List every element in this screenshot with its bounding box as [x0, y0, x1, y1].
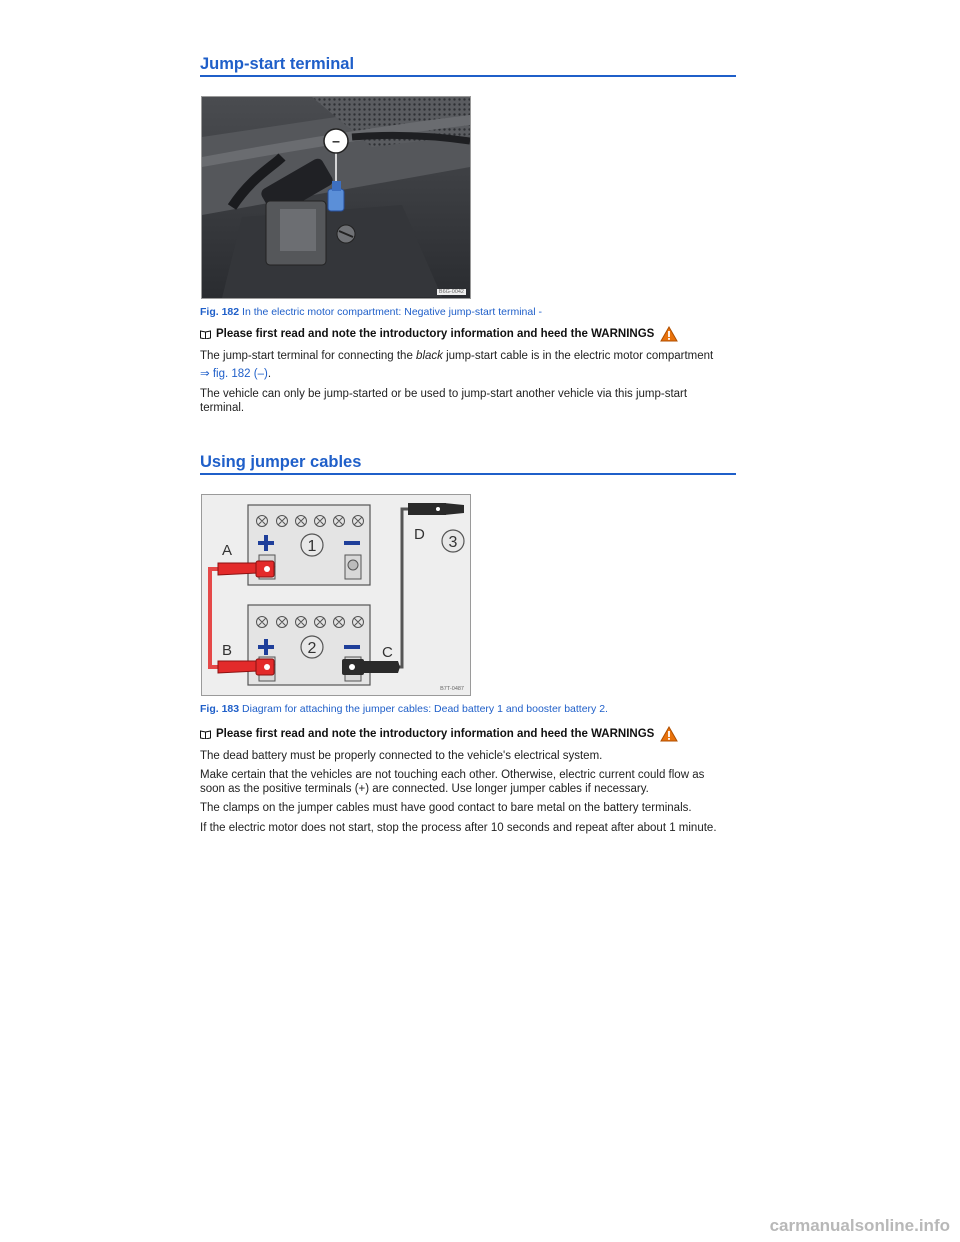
engine-compartment-photo: [202, 97, 470, 298]
caption-text: Diagram for attaching the jumper cables: Dead battery 1 and booster battery 2.: [239, 703, 608, 715]
figure-code: B7T-0487: [440, 686, 464, 692]
figure-label: Fig. 183: [200, 703, 240, 715]
figure-183-caption: [200, 703, 608, 715]
section-heading-jump-start-terminal: Jump-start terminal: [200, 54, 736, 77]
paragraph-jump-start-usage: The vehicle can only be jump-started or be used to jump-start another vehicle via this jump-start terminal.: [200, 388, 688, 414]
red-clamp-b: [218, 659, 274, 675]
note-text: Please first read and note the introductory information and heed the WARNINGS: [216, 728, 655, 740]
text: .: [267, 368, 272, 380]
warning-triangle-icon[interactable]: [660, 326, 678, 342]
figure-182-photo: [201, 96, 471, 299]
text-italic: black: [416, 350, 443, 362]
label-b: B: [222, 642, 233, 659]
figure-183-diagram: [201, 494, 471, 696]
jumper-cable-diagram: [202, 495, 470, 695]
note-text: Please first read and note the introductory information and heed the WARNINGS: [216, 328, 655, 340]
paragraph-jump-terminal-location: [200, 349, 740, 363]
book-icon: [200, 730, 211, 739]
figure-label: Fig. 182: [200, 306, 240, 318]
text: jump-start cable is in the electric motor compartment: [442, 350, 714, 362]
negative-terminal-marker: –: [332, 132, 340, 149]
arrow-icon: ⇒: [200, 368, 210, 380]
black-clamp-d: [408, 503, 464, 515]
black-clamp-c: [342, 659, 400, 675]
warning-triangle-icon[interactable]: [660, 726, 678, 742]
paragraph-clamp-contact: The clamps on the jumper cables must have good contact to bare metal on the battery terminals.: [200, 802, 692, 814]
warning-note: [200, 326, 678, 342]
figure-code: B6G-0042: [438, 289, 464, 295]
text: The jump-start terminal for connecting the: [200, 350, 417, 362]
section-heading-using-jumper-cables: Using jumper cables: [200, 452, 736, 475]
label-c: C: [382, 644, 393, 661]
figure-reference-link[interactable]: [200, 368, 268, 380]
battery-2-label: 2: [307, 640, 317, 657]
reference-text: fig. 182 (–): [212, 368, 268, 380]
red-clamp-a: [218, 561, 274, 577]
label-d: D: [414, 526, 425, 543]
paragraph-dead-battery: The dead battery must be properly connected to the vehicle's electrical system.: [200, 750, 603, 762]
figure-182-caption: [200, 306, 542, 318]
paragraph-retry-instructions: If the electric motor does not start, stop the process after 10 seconds and repeat after about 1 minute.: [200, 822, 717, 834]
caption-text: In the electric motor compartment: Negative jump-start terminal -: [239, 306, 542, 318]
black-cable: [398, 509, 412, 667]
battery-1-label: 1: [307, 538, 317, 555]
label-a: A: [222, 542, 233, 559]
book-icon: [200, 330, 211, 339]
watermark: carmanualsonline.info: [769, 1216, 950, 1235]
paragraph-figure-reference: [200, 367, 740, 381]
warning-note: [200, 726, 678, 742]
marker-3: 3: [448, 534, 458, 551]
paragraph-vehicles-not-touching: Make certain that the vehicles are not touching each other. Otherwise, electric current could flow as soon as the positive terminals (+) are connected. Use longer jumper cables if necessary.: [200, 769, 705, 795]
